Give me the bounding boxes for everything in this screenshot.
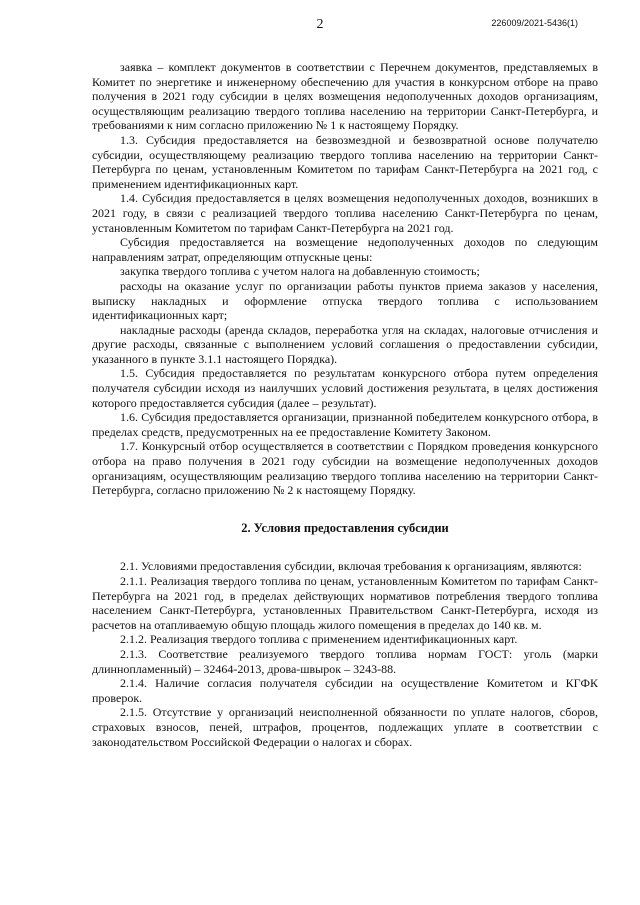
paragraph-1-4: 1.4. Субсидия предоставляется в целях возмещения недополученных доходов, возникших в 2021 году, в связи с реализацией твердого топлива населению Санкт-Петербурга по ценам, установленным Комитетом по тарифам Санкт-Петербурга на 2021 год. (92, 191, 598, 235)
paragraph-2-1-1: 2.1.1. Реализация твердого топлива по ценам, установленным Комитетом по тарифам Санкт-Петербурга на 2021 год, в пределах действующих нормативов потребления твердого топлива населением Санкт-Петербурга, установленных Правительством Санкт-Петербурга, исходя из расчетов на отапливаемую общую площадь жилого помещения в пределах до 140 кв. м. (92, 574, 598, 632)
paragraph-1-7: 1.7. Конкурсный отбор осуществляется в соответствии с Порядком проведения конкурсного отбора на право получения в 2021 году субсидии на возмещение недополученных доходов организациям, осуществляющим реализацию твердого топлива населению на территории Санкт-Петербурга, согласно приложению № 2 к настоящему Порядку. (92, 439, 598, 498)
cost-item-overhead: накладные расходы (аренда складов, переработка угля на складах, налоговые отчисления и другие расходы, связанные с выполнением условий соглашения о предоставлении субсидии, указанного в пункте 3.1.1 настоящего Порядка). (92, 322, 598, 366)
document-id: 226009/2021-5436(1) (491, 18, 578, 28)
paragraph-2-1-3: 2.1.3. Соответствие реализуемого твердого топлива нормам ГОСТ: уголь (марки длиннопламенный) – 32464-2013, дрова-швырок – 3243-88. (92, 646, 598, 676)
document-body (92, 60, 598, 749)
paragraph-2-1: 2.1. Условиями предоставления субсидии, включая требования к организациям, являются: (120, 559, 582, 574)
cost-item-purchase: закупка твердого топлива с учетом налога на добавленную стоимость; (120, 264, 480, 279)
paragraph-application-definition: заявка – комплект документов в соответствии с Перечнем документов, представляемых в Комитет по энергетике и инженерному обеспечению для участия в конкурсном отборе на право получения в 2021 году субсидии в целях возмещения недополученных доходов организациям, осуществляющим реализацию твердого топлива населению на территории Санкт-Петербурга, и требованиями к ним согласно приложению № 1 к настоящему Порядку. (92, 60, 598, 133)
paragraph-2-1-2: 2.1.2. Реализация твердого топлива с применением идентификационных карт. (120, 632, 518, 647)
paragraph-2-1-4: 2.1.4. Наличие согласия получателя субсидии на осуществление Комитетом и КГФК проверок. (92, 676, 598, 705)
cost-item-services: расходы на оказание услуг по организации работы пунктов приема заказов у населения, выписку накладных и оформление отпуска твердого топлива с использованием идентификационных карт; (92, 278, 598, 323)
paragraph-1-4-directions: Субсидия предоставляется на возмещение недополученных доходов по следующим направлениям затрат, определяющим отпускные цены: (92, 235, 598, 264)
paragraph-2-1-5: 2.1.5. Отсутствие у организаций неисполненной обязанности по уплате налогов, сборов, страховых взносов, пеней, штрафов, процентов, подлежащих уплате в соответствии с законодательством Российской Федерации о налогах и сборах. (92, 705, 598, 749)
section-2-title: 2. Условия предоставления субсидии (241, 520, 449, 535)
paragraph-1-3: 1.3. Субсидия предоставляется на безвозмездной и безвозвратной основе получателю субсидии, осуществляющему реализацию твердого топлива населению на территории Санкт-Петербурга по ценам, установленным Комитетом по тарифам Санкт-Петербурга на 2021 год, с применением идентификационных карт. (92, 132, 598, 191)
page-number: 2 (316, 17, 324, 32)
paragraph-1-6: 1.6. Субсидия предоставляется организации, признанной победителем конкурсного отбора, в пределах средств, предусмотренных на ее предоставление Комитету Законом. (92, 410, 598, 439)
paragraph-1-5: 1.5. Субсидия предоставляется по результатам конкурсного отбора путем определения получателя субсидии исходя из наилучших условий достижения результата, в целях достижения которого предоставляется субсидия (далее – результат). (92, 366, 598, 410)
